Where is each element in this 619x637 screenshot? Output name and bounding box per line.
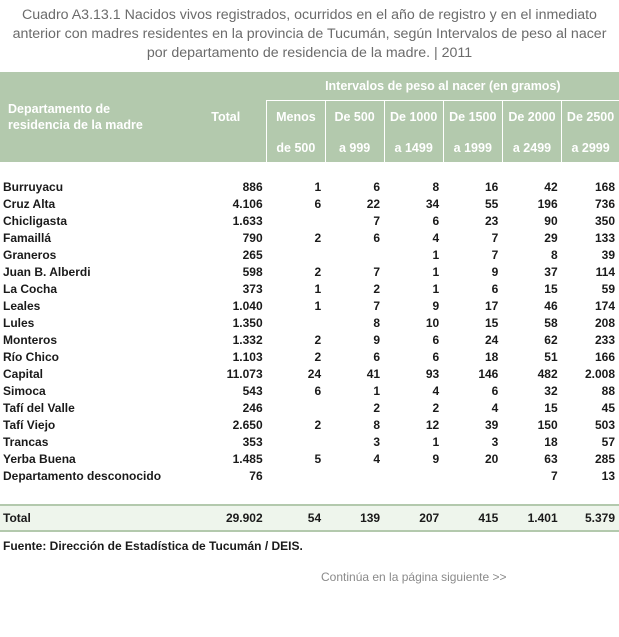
interval-header-top: De 2000	[502, 101, 561, 134]
interval-count: 90	[544, 213, 558, 228]
interval-header-top: De 500	[325, 101, 384, 134]
interval-count: 1	[432, 247, 440, 262]
interval-count: 17	[485, 298, 499, 313]
interval-count: 4	[373, 451, 381, 466]
total-header: Total	[185, 72, 266, 162]
table-caption	[0, 6, 619, 63]
interval-count	[325, 246, 384, 263]
department-name: La Cocha	[3, 281, 58, 296]
interval-count: 59	[601, 281, 615, 296]
caption-line-2: anterior con madres residentes en la provincia de Tucumán, según Intervalos de peso al nacer	[12, 26, 607, 42]
interval-count: 6	[491, 383, 499, 398]
interval-count: 1	[314, 179, 322, 194]
interval-count: 350	[594, 213, 615, 228]
caption-line-1: Cuadro A3.13.1 Nacidos vivos registrados, ocurridos en el año de registro y en el inmediato	[22, 7, 597, 23]
interval-count: 2	[314, 349, 322, 364]
department-name: Monteros	[3, 332, 57, 347]
interval-count: 2	[373, 400, 381, 415]
table-row	[0, 399, 619, 416]
interval-count: 415	[443, 505, 502, 531]
row-total: 1.103	[232, 349, 263, 364]
interval-count: 9	[432, 298, 440, 313]
interval-count: 6	[432, 213, 440, 228]
interval-count: 114	[595, 264, 615, 279]
interval-count: 9	[432, 451, 440, 466]
department-name: Leales	[3, 298, 41, 313]
interval-count: 93	[425, 366, 440, 381]
department-name: Graneros	[3, 247, 57, 262]
interval-count: 39	[485, 417, 499, 432]
interval-count: 15	[544, 400, 558, 415]
interval-count: 208	[594, 315, 615, 330]
interval-count: 1	[373, 383, 381, 398]
table-row	[0, 178, 619, 195]
interval-count: 4	[491, 400, 499, 415]
interval-count: 2	[314, 417, 322, 432]
row-total: 4.106	[232, 196, 263, 211]
interval-count	[267, 433, 325, 450]
table-row	[0, 263, 619, 280]
interval-count: 10	[425, 315, 440, 330]
interval-count: 15	[544, 281, 558, 296]
row-total: 2.650	[232, 417, 263, 432]
interval-count: 58	[544, 315, 558, 330]
row-total: 1.350	[232, 315, 263, 330]
table-row	[0, 280, 619, 297]
interval-header-top: Menos	[267, 101, 325, 134]
interval-count: 34	[425, 196, 440, 211]
interval-count: 24	[307, 366, 322, 381]
department-name: Simoca	[3, 383, 46, 398]
interval-header-bottom: a 999	[325, 133, 384, 162]
interval-count: 736	[594, 196, 615, 211]
interval-count: 503	[594, 417, 615, 432]
table-row	[0, 450, 619, 467]
interval-count: 7	[373, 213, 381, 228]
department-name: Famaillá	[3, 230, 52, 245]
interval-count	[267, 314, 325, 331]
source-note: Fuente: Dirección de Estadística de Tucumán / DEIS.	[3, 539, 303, 553]
interval-count: 8	[432, 179, 440, 194]
interval-count: 7	[491, 230, 499, 245]
table-row	[0, 467, 619, 484]
interval-count: 15	[485, 315, 499, 330]
interval-count: 3	[373, 434, 381, 449]
row-total: 1.332	[232, 332, 263, 347]
table-row	[0, 416, 619, 433]
row-total: 265	[242, 247, 263, 262]
interval-count: 2	[314, 264, 322, 279]
department-name: Juan B. Alberdi	[3, 264, 91, 279]
interval-header-bottom: a 1999	[443, 133, 502, 162]
interval-count: 45	[601, 400, 615, 415]
department-name: Chicligasta	[3, 213, 68, 228]
interval-count: 174	[594, 298, 615, 313]
department-name: Tafí Viejo	[3, 417, 56, 432]
interval-count: 88	[601, 383, 615, 398]
row-total: 543	[242, 383, 263, 398]
interval-count: 32	[544, 383, 558, 398]
table-body	[0, 162, 619, 531]
interval-count: 139	[325, 505, 384, 531]
row-total: 886	[242, 179, 263, 194]
interval-header-top: De 2500	[562, 101, 619, 134]
interval-count: 1	[432, 434, 440, 449]
interval-count: 62	[544, 332, 558, 347]
interval-count: 1	[314, 281, 322, 296]
interval-count: 1	[432, 281, 440, 296]
interval-count	[267, 467, 325, 484]
interval-count: 5	[314, 451, 322, 466]
interval-count: 22	[366, 196, 381, 211]
department-name: Total	[0, 505, 185, 531]
interval-count: 51	[544, 349, 558, 364]
interval-count	[267, 212, 325, 229]
interval-count: 133	[594, 230, 615, 245]
row-total: 598	[242, 264, 263, 279]
interval-count: 166	[594, 349, 615, 364]
interval-count: 23	[485, 213, 499, 228]
total-row	[0, 505, 619, 531]
interval-count: 6	[491, 281, 499, 296]
interval-count: 2	[314, 332, 322, 347]
interval-count	[443, 467, 502, 484]
row-total: 353	[242, 434, 263, 449]
interval-count: 150	[537, 417, 558, 432]
department-name: Tafí del Valle	[3, 400, 75, 415]
interval-count: 3	[491, 434, 499, 449]
interval-count: 2	[432, 400, 440, 415]
interval-count	[384, 467, 443, 484]
interval-count: 37	[544, 264, 558, 279]
table-row	[0, 229, 619, 246]
row-total: 1.040	[232, 298, 263, 313]
row-total: 246	[242, 400, 263, 415]
table-row	[0, 348, 619, 365]
interval-count: 6	[314, 196, 322, 211]
interval-group-header: Intervalos de peso al nacer (en gramos)	[267, 72, 619, 101]
interval-count: 482	[537, 366, 558, 381]
interval-count: 12	[425, 417, 440, 432]
interval-count: 20	[485, 451, 499, 466]
interval-count: 1	[314, 298, 322, 313]
interval-count: 63	[544, 451, 558, 466]
interval-count: 7	[491, 247, 499, 262]
interval-count: 6	[314, 383, 322, 398]
interval-count: 285	[594, 451, 615, 466]
department-name: Lules	[3, 315, 35, 330]
interval-count: 41	[366, 366, 381, 381]
interval-count: 13	[601, 468, 615, 483]
interval-count: 196	[537, 196, 558, 211]
interval-count: 1	[432, 264, 440, 279]
interval-count: 8	[373, 417, 381, 432]
interval-count	[325, 467, 384, 484]
department-name: Departamento desconocido	[3, 468, 162, 483]
interval-count: 4	[432, 383, 440, 398]
department-name: Burruyacu	[3, 179, 64, 194]
interval-count: 207	[384, 505, 443, 531]
interval-count: 39	[601, 247, 615, 262]
birth-weight-table	[0, 72, 619, 532]
row-total: 1.485	[232, 451, 263, 466]
interval-count: 6	[373, 179, 381, 194]
interval-header-bottom: a 2499	[502, 133, 561, 162]
interval-count: 29	[544, 230, 558, 245]
interval-count: 5.379	[562, 505, 619, 531]
interval-count: 6	[432, 349, 440, 364]
interval-count: 7	[373, 298, 381, 313]
table-row	[0, 382, 619, 399]
interval-count: 57	[601, 434, 615, 449]
interval-header-top: De 1500	[443, 101, 502, 134]
department-header: Departamento de residencia de la madre	[0, 72, 185, 162]
table-row	[0, 365, 619, 382]
interval-count: 42	[544, 179, 558, 194]
interval-count: 146	[478, 366, 499, 381]
interval-header-bottom: a 2999	[562, 133, 619, 162]
interval-count: 7	[373, 264, 381, 279]
department-name: Cruz Alta	[3, 196, 56, 211]
table-row	[0, 195, 619, 212]
interval-count: 18	[485, 349, 499, 364]
row-total: 29.902	[185, 505, 266, 531]
interval-count: 9	[373, 332, 381, 347]
interval-count: 24	[485, 332, 499, 347]
interval-header-top: De 1000	[384, 101, 443, 134]
interval-count: 168	[594, 179, 615, 194]
interval-count: 7	[550, 468, 558, 483]
department-name: Capital	[3, 366, 44, 381]
interval-count: 4	[432, 230, 440, 245]
interval-count: 54	[267, 505, 325, 531]
table-row	[0, 331, 619, 348]
department-name: Yerba Buena	[3, 451, 76, 466]
interval-count: 46	[544, 298, 558, 313]
table-row	[0, 297, 619, 314]
next-page-link[interactable]: Continúa en la página siguiente >>	[321, 570, 507, 584]
interval-count: 2.008	[584, 366, 615, 381]
interval-count: 55	[485, 196, 499, 211]
interval-count: 8	[550, 247, 558, 262]
interval-count: 6	[432, 332, 440, 347]
interval-count: 6	[373, 349, 381, 364]
interval-count	[267, 399, 325, 416]
row-total: 790	[242, 230, 263, 245]
interval-count: 16	[485, 179, 499, 194]
table-row	[0, 433, 619, 450]
interval-count: 6	[373, 230, 381, 245]
interval-count: 8	[373, 315, 381, 330]
table-row	[0, 314, 619, 331]
interval-count: 9	[491, 264, 499, 279]
row-total: 76	[249, 468, 263, 483]
row-total: 1.633	[232, 213, 263, 228]
interval-count: 1.401	[502, 505, 561, 531]
table-row	[0, 212, 619, 229]
interval-count: 18	[544, 434, 558, 449]
interval-count: 233	[594, 332, 615, 347]
interval-header-bottom: de 500	[267, 133, 325, 162]
caption-line-3: por departamento de residencia de la madre. | 2011	[146, 45, 473, 61]
row-total: 11.073	[226, 366, 263, 381]
interval-header-bottom: a 1499	[384, 133, 443, 162]
department-name: Río Chico	[3, 349, 59, 364]
interval-count: 2	[314, 230, 322, 245]
department-name: Trancas	[3, 434, 49, 449]
interval-count: 2	[373, 281, 381, 296]
table-row	[0, 246, 619, 263]
row-total: 373	[242, 281, 263, 296]
interval-count	[267, 246, 325, 263]
